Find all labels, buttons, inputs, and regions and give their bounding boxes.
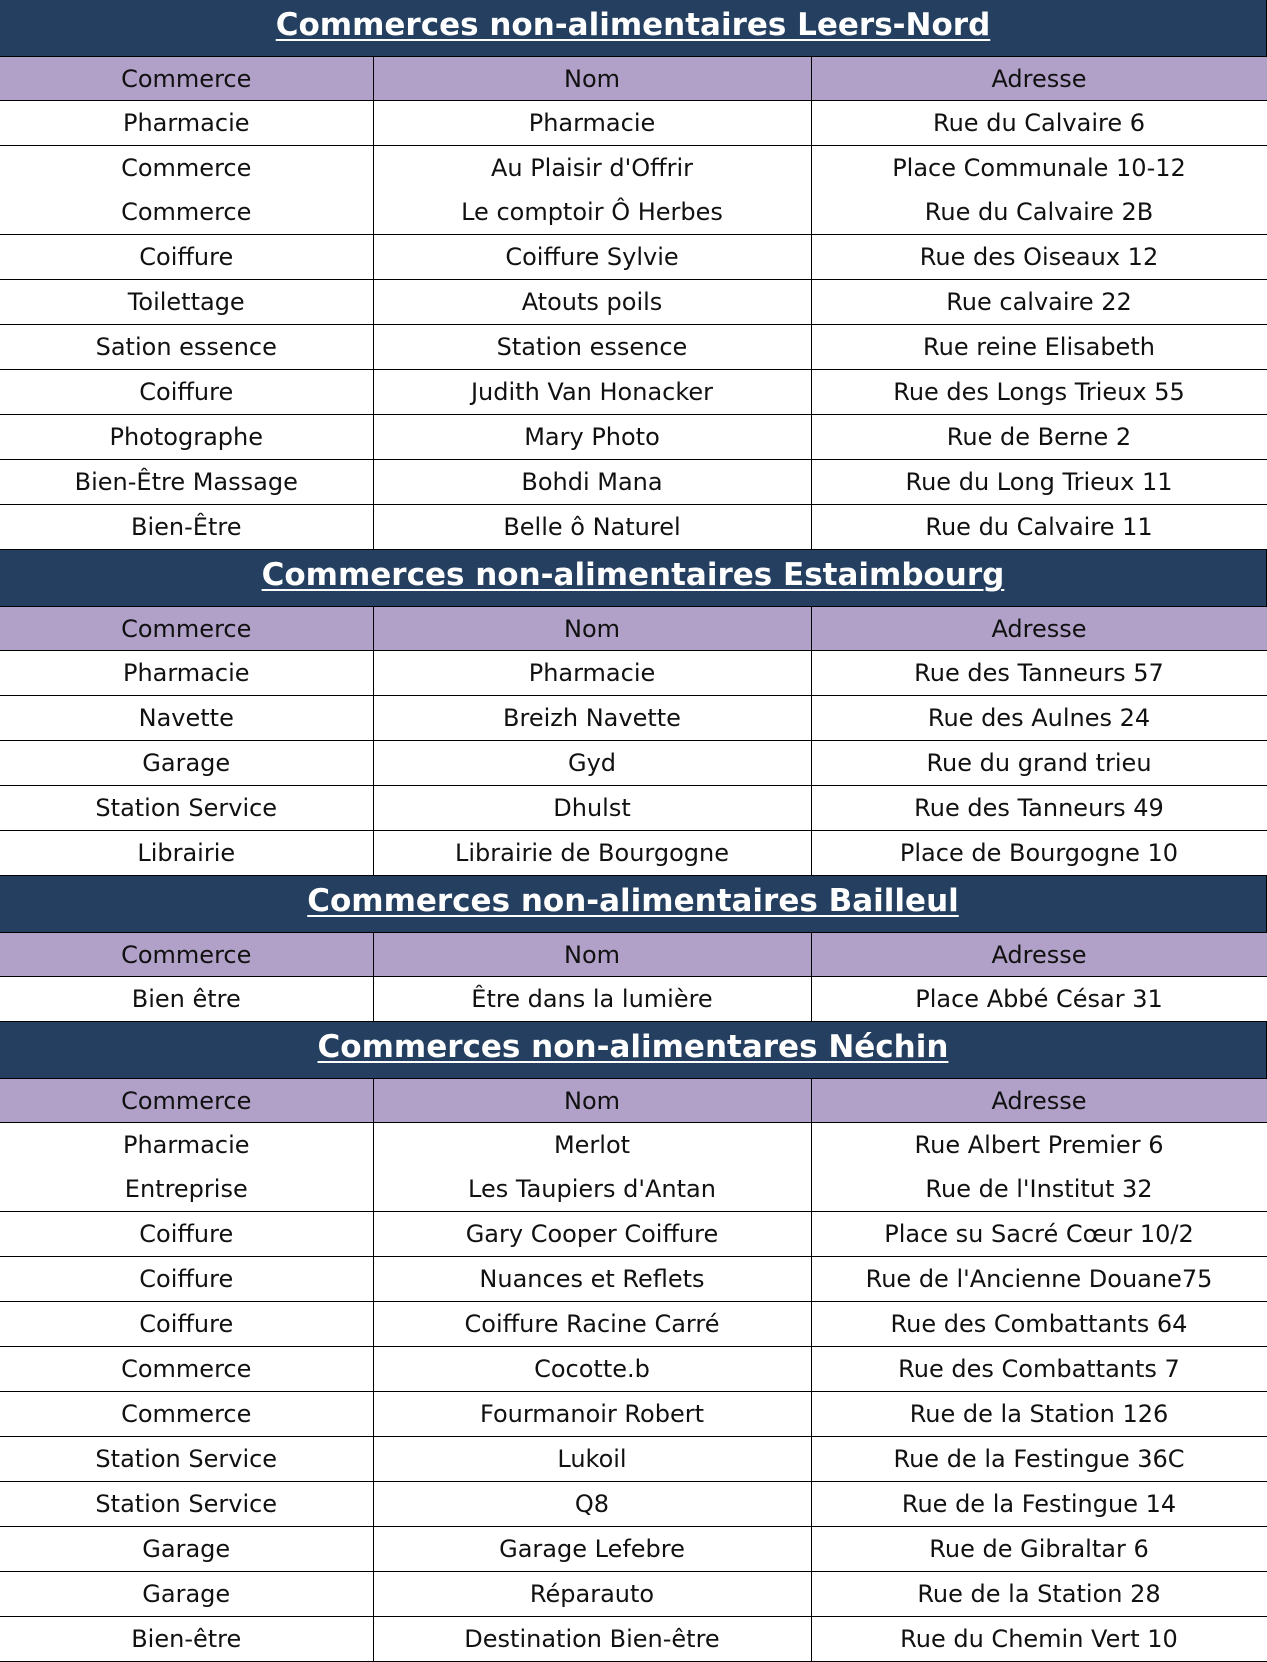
header-row [0,1079,1267,1123]
cell-nom: Destination Bien-être [373,1617,811,1662]
cell-commerce: Pharmacie [0,1123,373,1168]
cell-adresse: Place Communale 10-12 [811,146,1267,191]
cell-commerce: Photographe [0,415,373,460]
cell-adresse: Place de Bourgogne 10 [811,831,1267,876]
cell-nom: Librairie de Bourgogne [373,831,811,876]
column-header-commerce: Commerce [0,933,373,977]
cell-nom: Bohdi Mana [373,460,811,505]
cell-nom: Mary Photo [373,415,811,460]
cell-adresse: Rue des Combattants 64 [811,1302,1267,1347]
cell-commerce: Garage [0,1572,373,1617]
cell-nom: Station essence [373,325,811,370]
cell-nom: Cocotte.b [373,1347,811,1392]
table-row [0,325,1267,370]
cell-commerce: Bien-Être Massage [0,460,373,505]
table-row [0,1123,1267,1168]
cell-adresse: Rue du Chemin Vert 10 [811,1617,1267,1662]
cell-adresse: Rue de l'Ancienne Douane75 [811,1257,1267,1302]
table-row [0,415,1267,460]
cell-adresse: Rue de l'Institut 32 [811,1167,1267,1212]
cell-commerce: Pharmacie [0,651,373,696]
cell-adresse: Rue de la Festingue 14 [811,1482,1267,1527]
cell-adresse: Rue de la Festingue 36C [811,1437,1267,1482]
section-title: Commerces non-alimentares Néchin [0,1022,1267,1078]
cell-adresse: Place Abbé César 31 [811,977,1267,1022]
cell-adresse: Rue du Calvaire 2B [811,190,1267,235]
cell-nom: Belle ô Naturel [373,505,811,550]
cell-nom: Gyd [373,741,811,786]
cell-commerce: Entreprise [0,1167,373,1212]
cell-commerce: Bien-Être [0,505,373,550]
cell-commerce: Coiffure [0,1302,373,1347]
section-title: Commerces non-alimentaires Leers-Nord [0,0,1267,56]
table-row [0,460,1267,505]
cell-nom: Breizh Navette [373,696,811,741]
cell-nom: Réparauto [373,1572,811,1617]
cell-adresse: Rue reine Elisabeth [811,325,1267,370]
cell-adresse: Rue de Gibraltar 6 [811,1527,1267,1572]
cell-adresse: Rue du Long Trieux 11 [811,460,1267,505]
cell-nom: Atouts poils [373,280,811,325]
cell-commerce: Commerce [0,1392,373,1437]
cell-adresse: Rue des Aulnes 24 [811,696,1267,741]
cell-commerce: Garage [0,741,373,786]
cell-commerce: Coiffure [0,370,373,415]
table-row [0,101,1267,146]
table-row [0,831,1267,876]
cell-nom: Fourmanoir Robert [373,1392,811,1437]
cell-nom: Lukoil [373,1437,811,1482]
cell-adresse: Rue des Combattants 7 [811,1347,1267,1392]
cell-adresse: Rue calvaire 22 [811,280,1267,325]
table-row [0,977,1267,1022]
table-row [0,696,1267,741]
column-header-nom: Nom [373,933,811,977]
table-row [0,1347,1267,1392]
column-header-commerce: Commerce [0,57,373,101]
cell-nom: Coiffure Racine Carré [373,1302,811,1347]
cell-adresse: Rue des Tanneurs 57 [811,651,1267,696]
cell-commerce: Coiffure [0,1257,373,1302]
table-row [0,1437,1267,1482]
cell-commerce: Commerce [0,1347,373,1392]
table-row [0,1302,1267,1347]
cell-commerce: Coiffure [0,1212,373,1257]
section-title: Commerces non-alimentaires Estaimbourg [0,550,1267,606]
cell-nom: Q8 [373,1482,811,1527]
cell-commerce: Station Service [0,1482,373,1527]
cell-commerce: Coiffure [0,235,373,280]
cell-nom: Les Taupiers d'Antan [373,1167,811,1212]
cell-commerce: Sation essence [0,325,373,370]
cell-nom: Coiffure Sylvie [373,235,811,280]
cell-nom: Garage Lefebre [373,1527,811,1572]
column-header-adresse: Adresse [811,933,1267,977]
table-row [0,1257,1267,1302]
cell-commerce: Bien-être [0,1617,373,1662]
header-row [0,607,1267,651]
cell-adresse: Rue de la Station 126 [811,1392,1267,1437]
table-row [0,1212,1267,1257]
cell-commerce: Toilettage [0,280,373,325]
cell-commerce: Bien être [0,977,373,1022]
column-header-nom: Nom [373,57,811,101]
shop-table [0,1078,1267,1662]
cell-adresse: Rue du grand trieu [811,741,1267,786]
section-title: Commerces non-alimentaires Bailleul [0,876,1267,932]
cell-nom: Dhulst [373,786,811,831]
cell-adresse: Rue de Berne 2 [811,415,1267,460]
cell-adresse: Rue du Calvaire 11 [811,505,1267,550]
cell-adresse: Place su Sacré Cœur 10/2 [811,1212,1267,1257]
cell-nom: Le comptoir Ô Herbes [373,190,811,235]
column-header-commerce: Commerce [0,607,373,651]
cell-commerce: Commerce [0,146,373,191]
cell-commerce: Station Service [0,786,373,831]
column-header-nom: Nom [373,1079,811,1123]
cell-nom: Au Plaisir d'Offrir [373,146,811,191]
shop-table [0,56,1267,550]
cell-adresse: Rue des Oiseaux 12 [811,235,1267,280]
cell-nom: Pharmacie [373,651,811,696]
shop-table [0,932,1267,1022]
table-row [0,1167,1267,1212]
column-header-nom: Nom [373,607,811,651]
cell-nom: Être dans la lumière [373,977,811,1022]
table-row [0,370,1267,415]
cell-nom: Gary Cooper Coiffure [373,1212,811,1257]
column-header-adresse: Adresse [811,607,1267,651]
cell-commerce: Navette [0,696,373,741]
table-row [0,505,1267,550]
cell-commerce: Pharmacie [0,101,373,146]
cell-commerce: Librairie [0,831,373,876]
header-row [0,933,1267,977]
cell-adresse: Rue du Calvaire 6 [811,101,1267,146]
column-header-commerce: Commerce [0,1079,373,1123]
cell-adresse: Rue Albert Premier 6 [811,1123,1267,1168]
cell-nom: Merlot [373,1123,811,1168]
column-header-adresse: Adresse [811,1079,1267,1123]
cell-adresse: Rue des Tanneurs 49 [811,786,1267,831]
shop-table [0,606,1267,876]
table-row [0,741,1267,786]
table-row [0,1617,1267,1662]
table-row [0,190,1267,235]
cell-nom: Judith Van Honacker [373,370,811,415]
table-row [0,651,1267,696]
cell-commerce: Commerce [0,190,373,235]
column-header-adresse: Adresse [811,57,1267,101]
cell-nom: Pharmacie [373,101,811,146]
table-row [0,1392,1267,1437]
cell-commerce: Station Service [0,1437,373,1482]
cell-nom: Nuances et Reflets [373,1257,811,1302]
table-row [0,1527,1267,1572]
header-row [0,57,1267,101]
table-row [0,786,1267,831]
table-row [0,235,1267,280]
cell-commerce: Garage [0,1527,373,1572]
table-row [0,1572,1267,1617]
cell-adresse: Rue de la Station 28 [811,1572,1267,1617]
table-row [0,1482,1267,1527]
cell-adresse: Rue des Longs Trieux 55 [811,370,1267,415]
table-row [0,280,1267,325]
table-row [0,146,1267,191]
